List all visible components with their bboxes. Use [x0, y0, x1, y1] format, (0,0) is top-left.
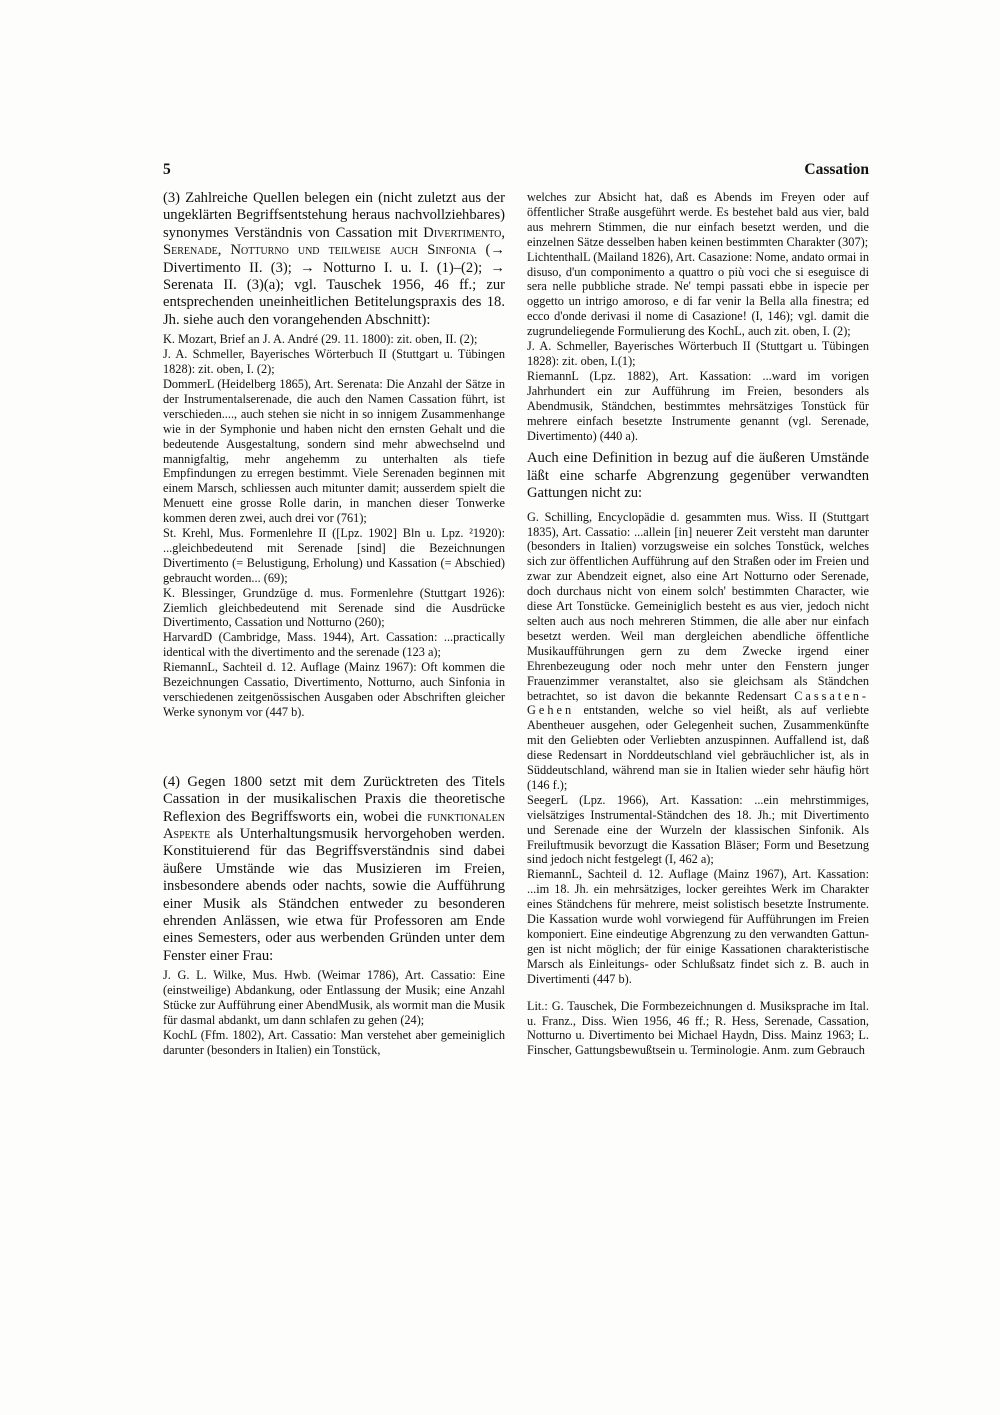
- quote-dommer: DommerL (Heidelberg 1865), Art. Serenata: Die Anzahl der Sätze in der Instrumentalserenade, die auch den Namen Cassation führt, ist verschieden...., auch stehen sie nicht in so innigem Zusammenhange wie in der Symphonie und haben nicht den ernsten Gehalt und die bedeutende Ausgestaltung, sondern sind mehr abwechselnd und mannigfaltig, mehr angehemm zu unterhalten als tiefe Empfindungen zu erregen bestimmt. Viele Serenaden beginnen mit einem Marsch, schliessen auch mitunter damit; ausserdem spielt die Menuett eine grosse Rolle darin, in manchen dieser Tonwerke kommen deren zwei, auch drei vor (761);: [163, 376, 505, 526]
- page-number: 5: [163, 161, 171, 178]
- quote-harvard: HarvardD (Cambridge, Mass. 1944), Art. Cassation: ...practically identical with the divertimento and the serenade (123 a);: [163, 630, 505, 660]
- section-3-terms: Divertimento, Serenade, Notturno und teilweise auch Sinfonia: [163, 224, 505, 259]
- section-3-text: (3) Zahlreiche Quellen belegen ein (nicht zuletzt aus der ungeklärten Begriffsentstehung heraus nachvollziehbares) synonymes Verständnis von Cassation mit: [163, 190, 505, 241]
- section-4-paragraph: [163, 774, 505, 965]
- quote-schilling-text-cont: entstanden, welche so viel heißt, als auf verliebte Abentheuer ausgehen, oder Gelegenheit suchen, Zusammenkünfte mit den Geliebten oder Verliebten anzuspinnen. Auffallend ist, daß diese Redensart in Norddeutschland viel gebräuchlicher ist, als in Süddeutschland, während man sie in Italien wieder sehr häufig hört (146 f.);: [527, 703, 869, 792]
- quote-schilling: [527, 510, 869, 793]
- section-3-paragraph: [163, 190, 505, 329]
- literature: Lit.: G. Tauschek, Die Formbezeichnungen d. Musiksprache im Ital. u. Franz., Diss. Wien 1956, 46 ff.; R. Hess, Serenade, Cassation, Notturno u. Divertimento bei Michael Haydn, Diss. Mainz 1963; L. Finscher, Gattungsbewußtsein u. Terminologie. Anm. zum Gebrauch: [527, 998, 869, 1058]
- quote-wilke: J. G. L. Wilke, Mus. Hwb. (Weimar 1786), Art. Cassatio: Eine (einstweilige) Abdankung, oder Entlassung der Musik; eine Anzahl Stücke zur Aufführung einer AbendMusik, als wormit man die Musik für dasmal abdankt, um dann schlafen zu gehen (24);: [163, 968, 505, 1027]
- quote-seeger: SeegerL (Lpz. 1966), Art. Kassation: ...ein mehrstimmiges, vielsätziges Instrumental-Ständchen des 18. Jh.; mit Divertimento und Serenade eine der Wurzeln der klassischen Sinfonik. Als Freiluftmusik bevorzugt die Kassation Bläser; Form und Besetzung sind jedoch nicht festgelegt (I, 462 a);: [527, 792, 869, 867]
- quote-krehl: St. Krehl, Mus. Formenlehre II ([Lpz. 1902] Bln u. Lpz. ²1920): ...gleichbedeutend mit Serenade [sind] die Bezeichnungen Divertimento (= Belustigung, Erholung) und Kassation (= Abschied) gebraucht worden... (69);: [163, 526, 505, 585]
- left-column: [163, 190, 505, 1058]
- quote-schilling-spaced: Cassaten-Gehen: [527, 688, 869, 718]
- quote-riemann-1967: RiemannL, Sachteil d. 12. Auflage (Mainz 1967): Oft kommen die Bezeichnungen Cassatio, Divertimento, Notturno, auch Sinfonia in verschiedenen zeitgenössischen Ausgaben oder Abschriften gleicher Werke synonym vor (447 b).: [163, 660, 505, 719]
- right-column: [527, 190, 869, 1058]
- quote-koch: KochL (Ffm. 1802), Art. Cassatio: Man verstehet aber gemeiniglich darunter (besonders in Italien) ein Tonstück,: [163, 1027, 505, 1057]
- quote-lichtenthal: LichtenthalL (Mailand 1826), Art. Casazione: Nome, andato ormai in disuso, d'un componimento a quattro o più voci che si eseguisce di sera nelle pubbliche strade. Ne' tempi passati ebbe in ispecie per oggetto un intrigo amoroso, e di far venir la Bella alla finestra; ed ecco d'onde derivasi il nome di Casazione! (I, 146); vgl. damit die zugrundeliegende Formulierung des KochL, auch zit. oben, I. (2);: [527, 249, 869, 339]
- quote-koch-cont: welches zur Absicht hat, daß es Abends im Freyen oder auf öffentlicher Straße ausgeführt werde. Es bestehet bald aus vier, bald aus mehrern Stimmen, die nur einfach besetzt werden, und die einzelnen Sätze desselben haben keinen bestimmten Charakter (307);: [527, 190, 869, 249]
- running-title: Cassation: [804, 161, 869, 178]
- quote-schmeller: J. A. Schmeller, Bayerisches Wörterbuch II (Stuttgart u. Tübingen 1828): zit. oben, I. (2);: [163, 347, 505, 377]
- section-4-text: (4) Gegen 1800 setzt mit dem Zurücktreten des Titels Cassation in der musikalischen Praxis die theoretische Reflexion des Begriffsworts ein, wobei die: [163, 773, 505, 825]
- quote-blessinger: K. Blessinger, Grundzüge d. mus. Formenlehre (Stuttgart 1926): Ziemlich gleichbedeutend mit Serenade sind die Ausdrücke Divertimento, Cassation und Notturno (260);: [163, 585, 505, 630]
- section-4-terms: funktionalen Aspekte: [163, 808, 505, 843]
- quote-riemann-1882: RiemannL (Lpz. 1882), Art. Kassation: ...ward im vorigen Jahrhundert ein zur Aufführung im Freien, besonders als Abendmusik, Ständchen, bestimmtes mehrsätziges Tonstück für mehrere einfach besetzte Instrumente genannt (vgl. Serenade, Divertimento) (440 a).: [527, 368, 869, 443]
- quote-mozart: K. Mozart, Brief an J. A. André (29. 11. 1800): zit. oben, II. (2);: [163, 332, 478, 347]
- quote-riemann-1967-2: RiemannL, Sachteil d. 12. Auflage (Mainz 1967), Art. Kassation: ...im 18. Jh. ein mehrsätziges, locker gereihtes Werk im Charakter eines Ständchens für mehrere, meist solistisch besetzte Instrumente. Die Kassation wurde wohl vorwiegend für Aufführungen im Freien komponiert. Eine eindeutige Abgrenzung zu den verwandten Gattungen ist nicht möglich; der für einige Kassationen charakteristische Marsch als Einleitungs- oder Schlußsatz findet sich z. B. auch in Divertimenti (447 b).: [527, 867, 869, 986]
- body-paragraph-definition: Auch eine Definition in bezug auf die äußeren Umstände läßt eine scharfe Abgrenzung gegenüber verwandten Gattungen nicht zu:: [527, 450, 869, 502]
- quote-schmeller-2: J. A. Schmeller, Bayerisches Wörterbuch II (Stuttgart u. Tübingen 1828): zit. oben, I.(1);: [527, 339, 869, 368]
- section-4-text-cont: als Unterhaltungsmusik hervorgehoben werden. Konstituierend für das Begriffsverständnis sind dabei äußere Umstände wie das Musizieren im Freien, insbesondere abends oder nachts, sowie die Aufführung einer Musik als Ständchen entweder zu besonderen ehrenden Anlässen, wie etwa für Professoren am Ende eines Semesters, oder aus werbenden Gründen unter dem Fenster einer Frau:: [163, 826, 505, 964]
- quote-schilling-text: G. Schilling, Encyclopädie d. gesammten mus. Wiss. II (Stuttgart 1835), Art. Cassatio: ...allein [in] neuerer Zeit versteht man darunter (besonders in Italien) vorzugsweise ein solches Tonstück, welches sich zur öffentlichen Aufführung auf den Straßen oder im Freien und zwar zur Abendzeit eignet, also eine Art Notturno oder Serenade, doch durchaus nicht von einem solch' bestimmten Character, wie diese Art Tonstücke. Gemeiniglich besteht es aus vier, jedoch nicht selten auch aus noch mehreren Stimmen, die alle aber nur einfach besetzt werden. Weil man dergleichen abendliche öffentliche Musikaufführungen gern zu dem Zwecke irgend einer Ehrenbezeugung oder noch mehr unter den Fenstern junger Frauenzimmer veranstaltet, also sie gleichsam als Ständchen betrachtet, so ist davon die bekannte Redensart: [527, 509, 869, 703]
- section-3-text-cont: (→ Divertimento II. (3); → Notturno I. u. I. (1)–(2); → Serenata II. (3)(a); vgl. Tauschek 1956, 46 ff.; zur entsprechenden uneinheitlichen Betitelungspraxis des 18. Jh. siehe auch den vorangehenden Abschnitt):: [163, 242, 505, 328]
